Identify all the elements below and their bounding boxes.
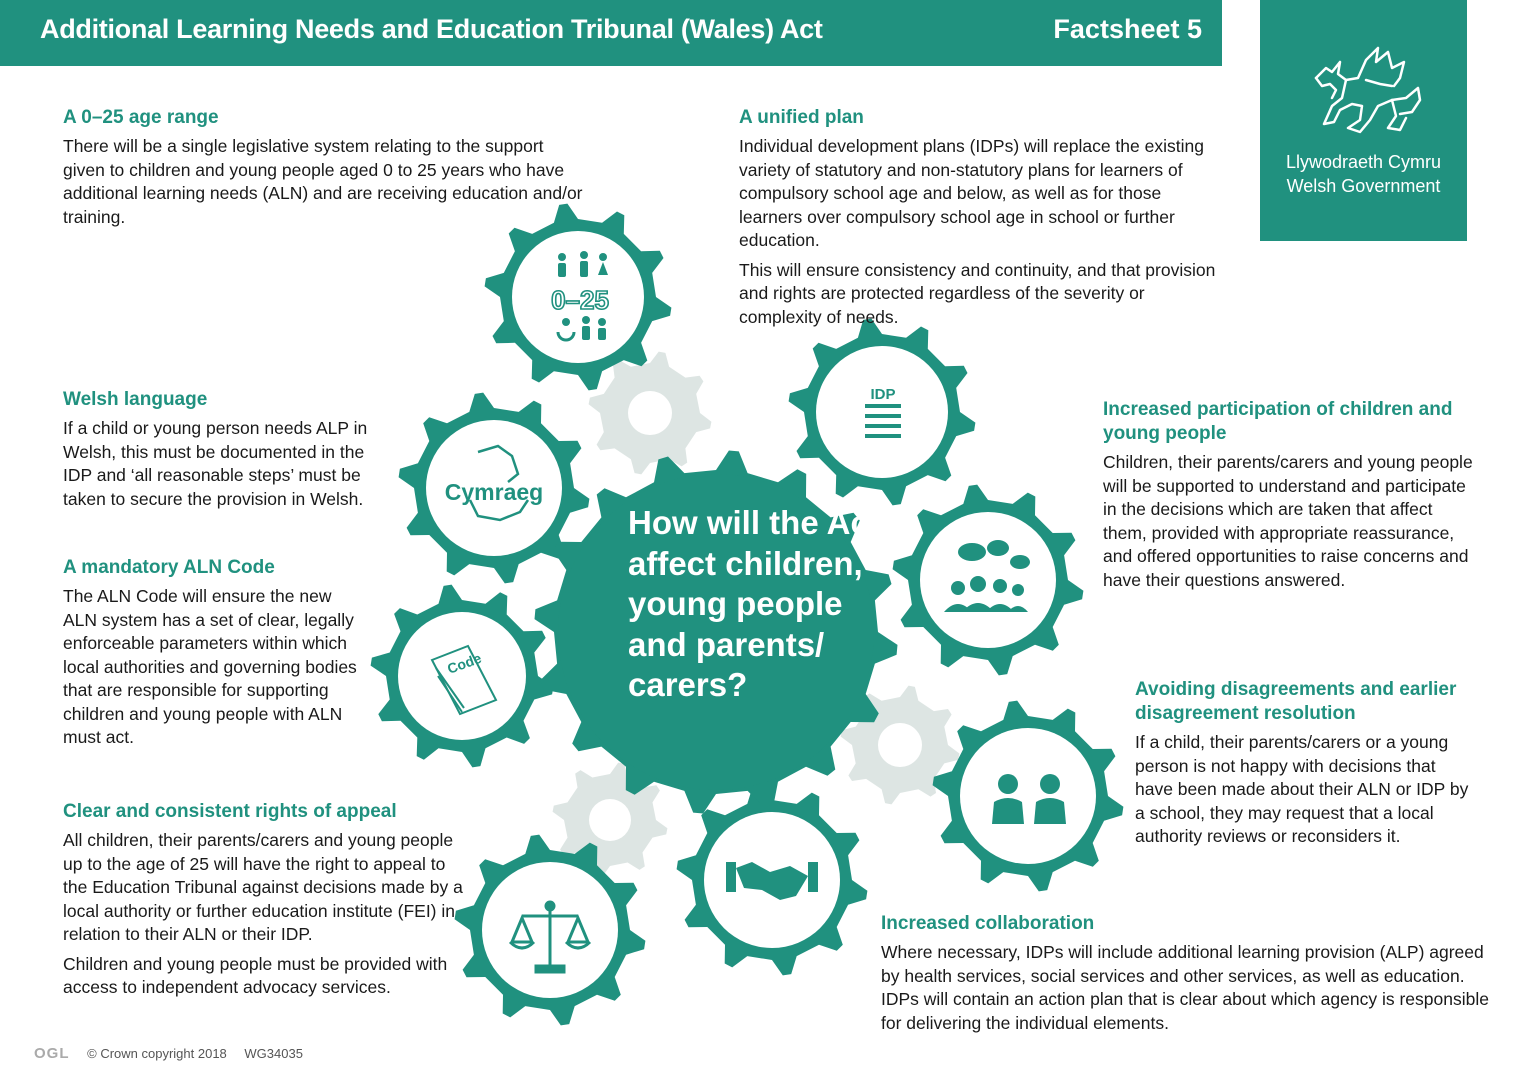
- section-text: There will be a single legislative system relating to the support given to children and young people aged 0 to 25 years who have additional learning needs (ALN) and are receiving education and/or training.: [63, 136, 583, 227]
- section-text: If a child or young person needs ALP in Welsh, this must be documented in the IDP and ‘all reasonable steps’ must be taken to secure the provision in Welsh.: [63, 418, 368, 509]
- gear-participation: [893, 485, 1084, 676]
- section-text: If a child, their parents/carers or a young person is not happy with decisions that have been made about their ALN or IDP by a school, they may request that a local authority reviews or reconsiders it.: [1135, 732, 1469, 846]
- section-aln-code: [63, 556, 363, 756]
- section-title: Avoiding disagreements and earlier disagreement resolution: [1135, 679, 1457, 724]
- section-text: This will ensure consistency and continuity, and that provision and rights are protected regardless of the severity or complexity of needs.: [739, 259, 1216, 327]
- gov-name-english: Welsh Government: [1286, 176, 1441, 196]
- gear-inner-disc: [920, 512, 1056, 648]
- section-title: A mandatory ALN Code: [63, 557, 275, 578]
- gear-hole: [628, 391, 672, 435]
- section-text: Children and young people must be provided with access to independent advocacy services.: [63, 953, 448, 997]
- section-text: Where necessary, IDPs will include additional learning provision (ALP) agreed by health services, social services and other services, as well as education. IDPs will contain an action plan that is clear about which agency is responsible for delivering the individual elements.: [881, 942, 1489, 1033]
- section-text: The ALN Code will ensure the new ALN system has a set of clear, legally enforceable parameters within which local authorities and governing bodies that are responsible for supporting children and young people with ALN must act.: [63, 586, 357, 747]
- code-label: Code: [445, 649, 484, 677]
- section-title: A 0–25 age range: [63, 107, 219, 128]
- factsheet-number: Factsheet 5: [1053, 14, 1202, 44]
- section-text: Children, their parents/carers and young people will be supported to understand and participate in the decisions which are taken that affect them, provided with appropriate reassurance, and offered opportunities to raise concerns and have their questions answered.: [1103, 452, 1473, 590]
- footer: [34, 1045, 317, 1062]
- section-title: Increased collaboration: [881, 913, 1095, 934]
- center-question: How will the Act affect children, young people and parents/ carers?: [628, 504, 880, 703]
- copyright: © Crown copyright 2018: [87, 1046, 227, 1061]
- gear-inner-disc: [960, 728, 1096, 864]
- document-reference: WG34035: [244, 1046, 303, 1061]
- section-text: Individual development plans (IDPs) will replace the existing variety of statutory and non-statutory plans for learners of compulsory school age and below, as well as for those learners over compulsory school age in school or further education.: [739, 136, 1204, 250]
- section-title: A unified plan: [739, 107, 864, 128]
- age-range-label: 0–25: [551, 285, 609, 315]
- section-title: Clear and consistent rights of appeal: [63, 801, 397, 822]
- cymraeg-label: Cymraeg: [444, 479, 544, 505]
- section-title: Welsh language: [63, 389, 208, 410]
- gear-hole: [589, 799, 631, 841]
- section-title: Increased participation of children and young people: [1103, 399, 1453, 444]
- gov-name-welsh: Llywodraeth Cymru: [1285, 152, 1442, 172]
- section-unified-plan: [739, 106, 1229, 335]
- gear-hole: [878, 723, 922, 767]
- section-participation: [1103, 398, 1473, 598]
- gear-small-1: [589, 352, 712, 475]
- document-title: Additional Learning Needs and Education Tribunal (Wales) Act: [40, 14, 823, 44]
- ogl-logo: OGL: [34, 1045, 70, 1062]
- section-disagreements: [1135, 678, 1475, 855]
- idp-label: IDP: [870, 386, 896, 403]
- section-collaboration: [881, 912, 1491, 1041]
- section-text: All children, their parents/carers and young people up to the age of 25 will have the right to appeal to the Education Tribunal against decisions made by a local authority or further education institute (FEI) in relation to their ALN or their IDP.: [63, 830, 463, 944]
- section-age-range: [63, 106, 583, 235]
- section-welsh-language: [63, 388, 373, 517]
- gear-disagreements: [933, 701, 1124, 892]
- section-appeal: [63, 800, 463, 1006]
